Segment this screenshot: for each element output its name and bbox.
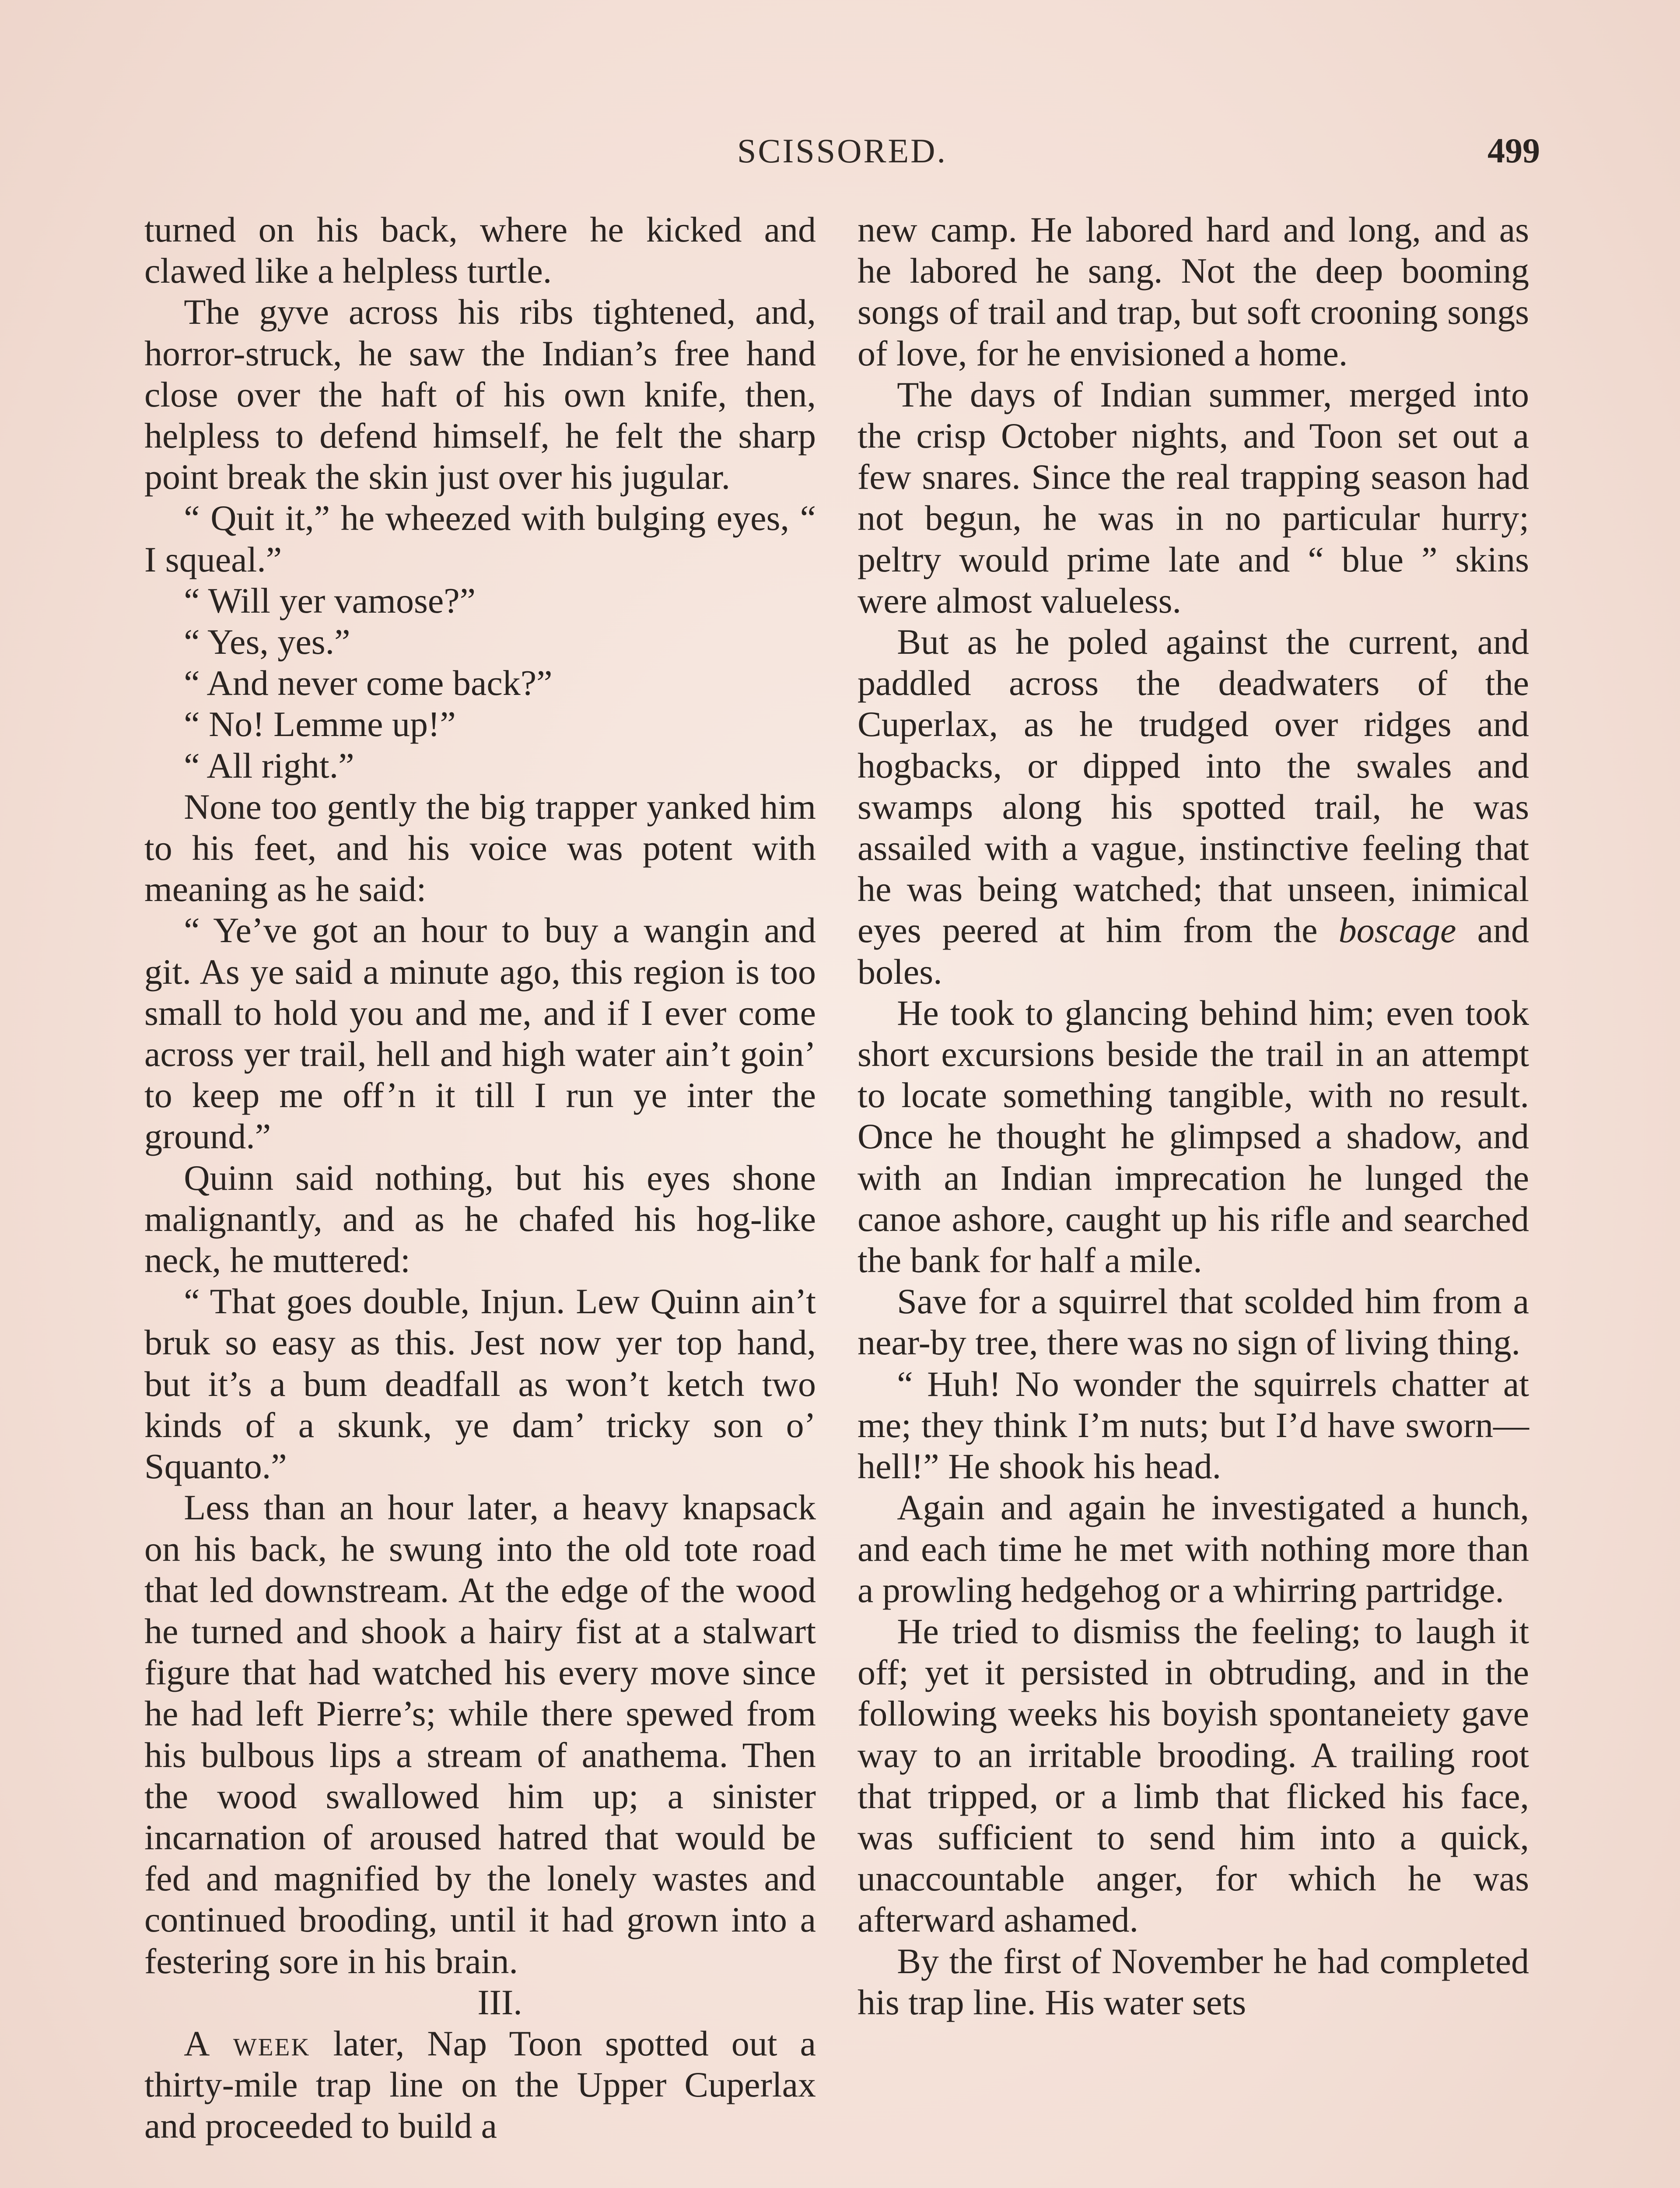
paragraph: Save for a squirrel that scolded him from a near-by tree, there was no sign of living thing.	[858, 1281, 1529, 1363]
paragraph: new camp. He labored hard and long, and as he labored he sang. Not the deep booming songs of trail and trap, but soft crooning songs of love, for he envisioned a home.	[858, 210, 1529, 373]
paragraph: The days of Indian summer, merged into the crisp October nights, and Toon set out a few snares. Since the real trapping season had not begun, he was in no particular hurry; peltry would prime late and “ blue ” skins were almost valueless.	[858, 374, 1529, 621]
paragraph: None too gently the big trapper yanked him to his feet, and his voice was potent with meaning as he said:	[144, 786, 816, 909]
paragraph	[144, 2023, 816, 2147]
paragraph: turned on his back, where he kicked and clawed like a helpless turtle.	[144, 210, 816, 291]
paragraph: “ All right.”	[184, 745, 354, 785]
paragraph	[858, 621, 1529, 992]
section-paragraph-rest: later, Nap Toon spotted out a thirty-mile trap line on the Upper Cuperlax and proceeded to build a	[144, 2023, 816, 2146]
paragraph: He tried to dismiss the feeling; to laugh it off; yet it persisted in obtruding, and in the following weeks his boyish spontaneiety gave way to an irritable brooding. A trailing root that tripped, or a limb that flicked his face, was sufficient to send him into a quick, unaccountable anger, for which he was afterward ashamed.	[858, 1611, 1529, 1940]
paragraph: “ Huh! No wonder the squirrels chatter at me; they think I’m nuts; but I’d have sworn—hell!” He shook his head.	[858, 1364, 1529, 1487]
paragraph: Quinn said nothing, but his eyes shone malignantly, and as he chafed his hog-like neck, he muttered:	[144, 1157, 816, 1280]
page-number: 499	[1488, 132, 1540, 170]
section-heading: III.	[477, 1982, 522, 2022]
italic-word: boscage	[1338, 910, 1456, 950]
paragraph: Less than an hour later, a heavy knapsack on his back, he swung into the old tote road that led downstream. At the edge of the wood he turned and shook a hairy fist at a stalwart figure that had watched his every move since he had left Pierre’s; while there spewed from his bulbous lips a stream of anathema. Then the wood swallowed him up; a sinister incarnation of aroused hatred that would be fed and magnified by the lonely wastes and continued brooding, until it had grown into a festering sore in his brain.	[144, 1487, 816, 1981]
paragraph: “ That goes double, Injun. Lew Quinn ain’t bruk so easy as this. Jest now yer top hand, but it’s a bum deadfall as won’t ketch two kinds of a skunk, ye dam’ tricky son o’ Squanto.”	[144, 1281, 816, 1487]
paragraph: “ And never come back?”	[184, 663, 553, 703]
paragraph: “ No! Lemme up!”	[184, 704, 456, 744]
right-column	[858, 209, 1529, 2023]
paragraph: “ Ye’ve got an hour to buy a wangin and git. As ye said a minute ago, this region is too small to hold you and me, and if I ever come across yer trail, hell and high water ain’t goin’ to keep me off’n it till I run ye inter the ground.”	[144, 910, 816, 1157]
paragraph: The gyve across his ribs tightened, and, horror-struck, he saw the Indian’s free hand close over the haft of his own knife, then, helpless to defend himself, he felt the sharp point break the skin just over his jugular.	[144, 292, 816, 497]
paragraph-text: But as he poled against the current, and paddled across the deadwaters of the Cuperlax, as he trudged over ridges and hogbacks, or dipped into the swales and swamps along his spotted trail, he was assailed with a vague, instinctive feeling that he was being watched; that unseen, inimical eyes peered at him from the	[858, 622, 1529, 950]
left-column	[144, 209, 816, 2147]
paragraph: By the first of November he had completed his trap line. His water sets	[858, 1941, 1529, 2022]
paragraph-text: and boles.	[858, 910, 1529, 992]
paragraph: “ Will yer vamose?”	[184, 580, 476, 621]
paragraph: “ Yes, yes.”	[184, 622, 350, 662]
paragraph: “ Quit it,” he wheezed with bulging eyes, “ I squeal.”	[144, 498, 816, 579]
page-header	[144, 131, 1540, 184]
running-title: SCISSORED.	[737, 132, 947, 170]
paragraph: He took to glancing behind him; even took short excursions beside the trail in an attempt to locate something tangible, with no result. Once he thought he glimpsed a shadow, and with an Indian imprecation he lunged the canoe ashore, caught up his rifle and searched the bank for half a mile.	[858, 992, 1529, 1280]
section-lead-smallcaps: A week	[184, 2023, 311, 2063]
paragraph: Again and again he investigated a hunch, and each time he met with nothing more than a prowling hedgehog or a whirring partridge.	[858, 1487, 1529, 1610]
